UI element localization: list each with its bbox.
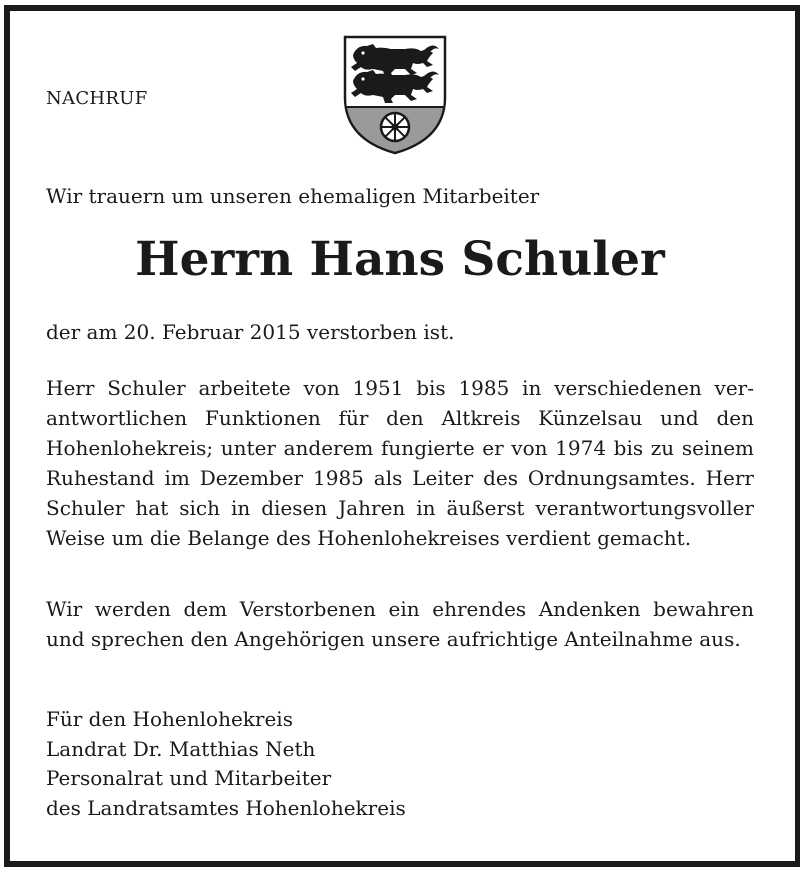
signoff-line: Personalrat und Mitarbeiter bbox=[46, 766, 332, 790]
signoff-block bbox=[46, 705, 406, 823]
signoff-line: Für den Hohenlohekreis bbox=[46, 707, 293, 731]
signoff-line: Landrat Dr. Matthias Neth bbox=[46, 736, 316, 761]
notice-label: NACHRUF bbox=[46, 88, 148, 109]
signoff-line: des Landratsamtes Hohenlohekreis bbox=[46, 795, 406, 820]
intro-text: Wir trauern um unseren ehemaligen Mitarbeiter bbox=[46, 184, 540, 208]
coat-of-arms-icon bbox=[343, 35, 447, 155]
condolence-paragraph: Wir werden dem Verstorbenen ein ehrendes Andenken bewahren und sprechen den Angehörigen unsere aufrichtige Anteilnahme aus. bbox=[46, 597, 754, 651]
date-of-death-text: der am 20. Februar 2015 verstorben ist. bbox=[46, 320, 455, 344]
wheel-icon bbox=[381, 113, 409, 141]
career-paragraph: Herr Schuler arbeitete von 1951 bis 1985 in verschiedenen verantwortlichen Funktionen für den Altkreis Künzelsau und den Hohenlohekreis; unter anderem fungierte er von 1974 bis zu seinem Ruhestand im Dezember 1985 als Leiter des Ordnungsamtes. Herr Schuler hat sich in diesen Jahren in äußerst verantwortungsvoller Weise um die Belange des Hohenlohekreises verdient gemacht. bbox=[46, 376, 754, 550]
deceased-name: Herrn Hans Schuler bbox=[135, 232, 665, 287]
